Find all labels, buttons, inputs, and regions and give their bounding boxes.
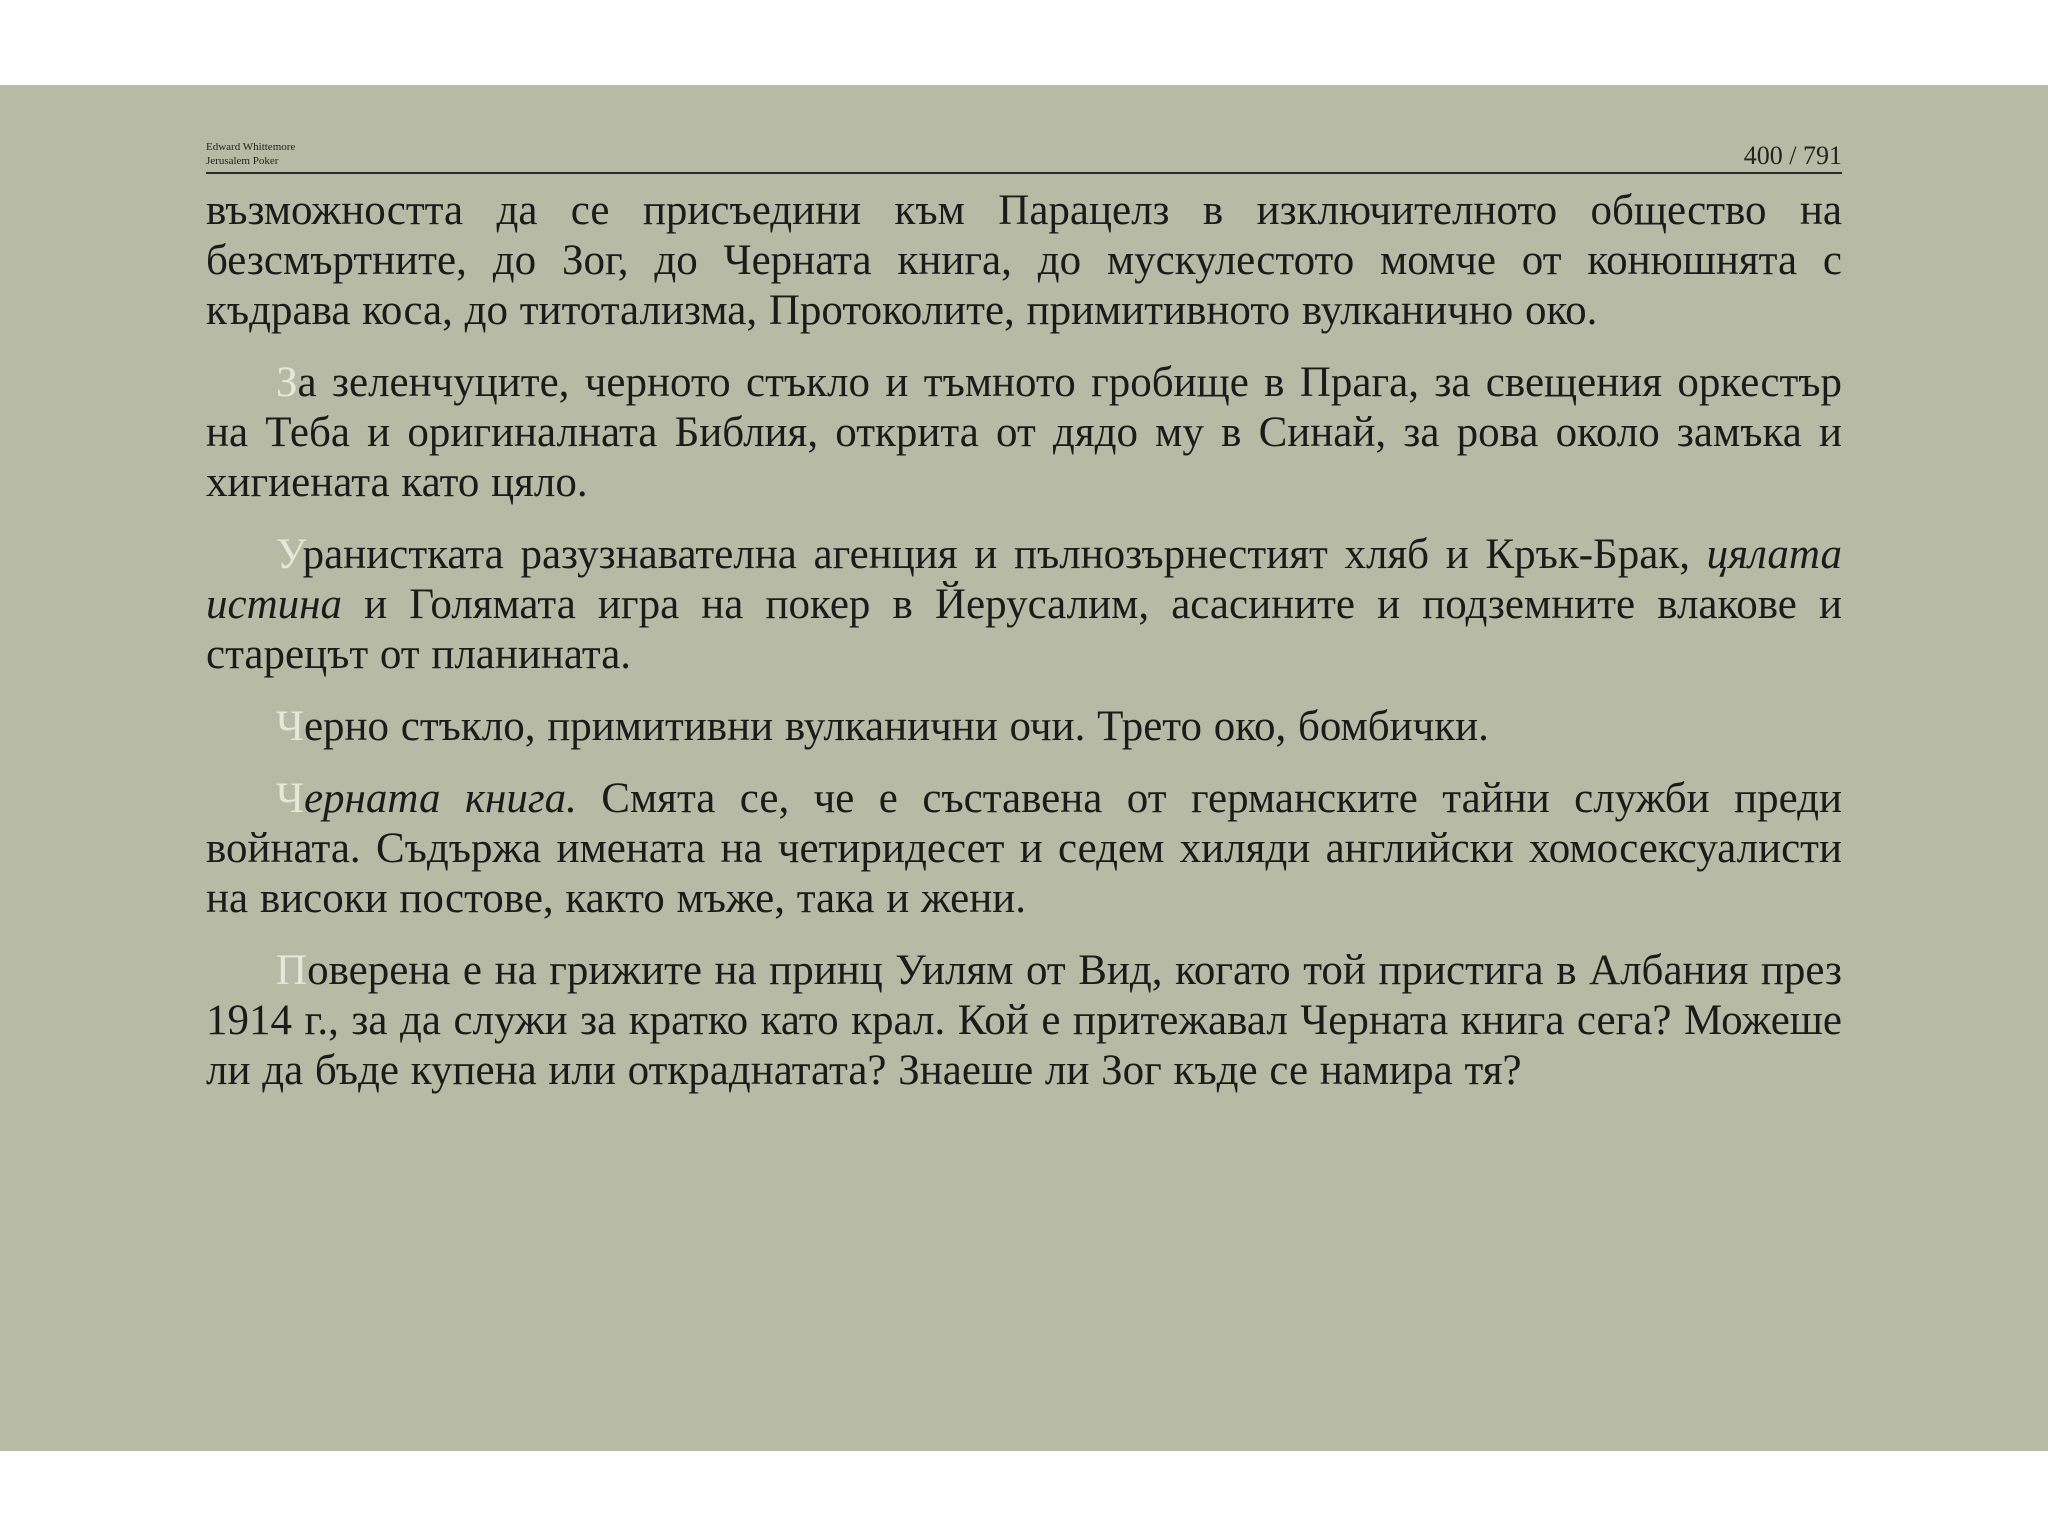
initial-letter: П [276,947,308,994]
header-author: Edward Whittemore [206,141,296,153]
italic-text: цялата истина [206,531,1842,628]
initial-letter: У [276,531,303,578]
paragraph-3 [206,530,1842,680]
page-header [206,136,1842,174]
paragraph-4 [206,702,1842,752]
page-number-indicator: 400 / 791 [1743,141,1842,170]
paragraph-text: и Голямата игра на покер в Йерусалим, асасините и подземните влакове и старецът от планината. [206,581,1842,678]
initial-letter: З [276,359,298,406]
paragraph-text: Смята се, че е съставена от германските тайни служби преди войната. Съдържа имената на четиридесет и седем хиляди английски хомосексуалисти на високи постове, както мъже, така и жени. [206,775,1842,922]
paragraph-1 [206,186,1842,336]
paragraph-2 [206,358,1842,508]
italic-text: ерната книга. [303,775,577,822]
paragraph-6 [206,946,1842,1096]
paragraph-text: а зеленчуците, черното стъкло и тъмното гробище в Прага, за свещения оркестър на Теба и оригиналната Библия, открита от дядо му в Синай, за рова около замъка и хигиената като цяло. [206,359,1842,506]
paragraph-text: ранистката разузнавателна агенция и пълнозърнестият хляб и Крък-Брак, [302,531,1707,578]
paragraph-text: оверена е на грижите на принц Уилям от Вид, когато той пристига в Албания през 1914 г., за да служи за кратко като крал. Кой е притежавал Черната книга сега? Можеше ли да бъде купена или откраднатата? Знаеше ли Зог къде се намира тя? [206,947,1842,1094]
paragraph-5 [206,774,1842,924]
paragraph-text: възможността да се присъедини към Парацелз в изключителното общество на безсмъртните, до Зог, до Черната книга, до мускулестото момче от конюшнята с къдрава коса, до титотализма, Протоколите, примитивното вулканично око. [206,187,1842,334]
initial-letter: Ч [276,775,304,822]
header-book-title: Jerusalem Poker [206,155,279,167]
book-text [206,186,1842,1118]
initial-letter: Ч [276,703,304,750]
paragraph-text: ерно стъкло, примитивни вулканични очи. Трето око, бомбички. [303,703,1489,750]
